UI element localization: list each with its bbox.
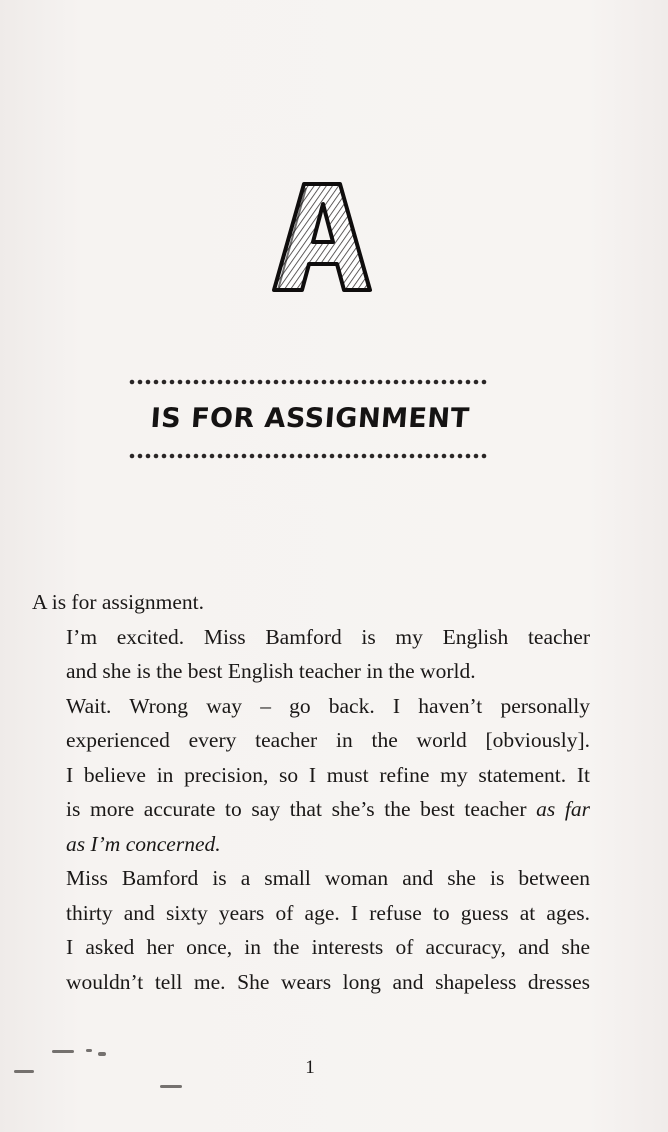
- rule-dot: [474, 454, 479, 459]
- rule-dot: [218, 454, 223, 459]
- rule-dot: [378, 454, 383, 459]
- rule-dot: [330, 454, 335, 459]
- page-number: 1: [305, 1057, 315, 1078]
- text-line: thirty and sixty years of age. I refuse to guess at ages.: [66, 900, 590, 925]
- rule-dot: [474, 380, 479, 385]
- rule-dot: [138, 454, 143, 459]
- rule-dot: [130, 380, 135, 385]
- text-line: I believe in precision, so I must refine my statement. It: [66, 762, 590, 787]
- rule-dot: [154, 454, 159, 459]
- rule-dot: [410, 454, 415, 459]
- text-line: Wait. Wrong way – go back. I haven’t personally: [66, 693, 590, 718]
- text-line: experienced every teacher in the world [obviously].: [66, 728, 590, 752]
- rule-dot: [346, 454, 351, 459]
- chapter-body: [32, 585, 590, 999]
- print-smudge: [160, 1085, 182, 1088]
- text-line: A is for assignment.: [32, 590, 204, 614]
- rule-dot: [394, 380, 399, 385]
- rule-dot: [426, 380, 431, 385]
- rule-dot: [178, 454, 183, 459]
- rule-dot: [274, 380, 279, 385]
- rule-dot: [242, 380, 247, 385]
- rule-dot: [370, 454, 375, 459]
- rule-dot: [186, 380, 191, 385]
- rule-dot: [194, 454, 199, 459]
- rule-dot: [346, 380, 351, 385]
- print-smudge: [98, 1052, 106, 1056]
- rule-dot: [442, 380, 447, 385]
- rule-dot: [274, 454, 279, 459]
- emphasis-line: [32, 827, 590, 862]
- rule-dot: [386, 380, 391, 385]
- rule-dot: [138, 380, 143, 385]
- chapter-letter-graphic: [252, 178, 392, 298]
- rule-dot: [242, 454, 247, 459]
- chapter-title: IS FOR ASSIGNMENT: [149, 403, 471, 434]
- rule-dot: [282, 380, 287, 385]
- rule-dot: [226, 454, 231, 459]
- rule-dot: [322, 454, 327, 459]
- rule-dot: [282, 454, 287, 459]
- dotted-rule-bottom: [128, 452, 488, 460]
- rule-dot: [218, 380, 223, 385]
- rule-dot: [258, 454, 263, 459]
- rule-dot: [202, 380, 207, 385]
- rule-dot: [418, 454, 423, 459]
- paragraph-1: [32, 585, 590, 620]
- rule-dot: [234, 380, 239, 385]
- rule-dot: [306, 454, 311, 459]
- rule-dot: [162, 380, 167, 385]
- rule-dot: [250, 380, 255, 385]
- rule-dot: [194, 380, 199, 385]
- rule-dot: [362, 454, 367, 459]
- rule-dot: [298, 454, 303, 459]
- rule-dot: [322, 380, 327, 385]
- rule-dot: [466, 454, 471, 459]
- rule-dot: [186, 454, 191, 459]
- rule-dot: [202, 454, 207, 459]
- text-line-with-emphasis: [32, 792, 590, 827]
- text-line: and she is the best English teacher in the world.: [66, 659, 476, 683]
- rule-dot: [450, 454, 455, 459]
- rule-dot: [314, 454, 319, 459]
- rule-dot: [386, 454, 391, 459]
- dotted-rule-top: [128, 378, 488, 386]
- rule-dot: [378, 380, 383, 385]
- rule-dot: [226, 380, 231, 385]
- print-smudge: [14, 1070, 34, 1073]
- print-smudge: [52, 1050, 74, 1053]
- rule-dot: [458, 380, 463, 385]
- text-segment: is more accurate to say that she’s the best teacher: [66, 797, 537, 821]
- text-line: I’m excited. Miss Bamford is my English teacher: [66, 624, 590, 649]
- letter-a-illustration: [252, 178, 392, 298]
- rule-dot: [178, 380, 183, 385]
- rule-dot: [250, 454, 255, 459]
- rule-dot: [210, 380, 215, 385]
- paragraph-2: [32, 620, 590, 689]
- rule-dot: [362, 380, 367, 385]
- rule-dot: [290, 454, 295, 459]
- rule-dot: [146, 380, 151, 385]
- rule-dot: [482, 454, 487, 459]
- rule-dot: [162, 454, 167, 459]
- rule-dot: [402, 454, 407, 459]
- rule-dot: [354, 454, 359, 459]
- rule-dot: [354, 380, 359, 385]
- rule-dot: [298, 380, 303, 385]
- emphasis-text: as far: [536, 797, 590, 821]
- rule-dot: [234, 454, 239, 459]
- rule-dot: [434, 454, 439, 459]
- rule-dot: [170, 454, 175, 459]
- rule-dot: [330, 380, 335, 385]
- rule-dot: [170, 380, 175, 385]
- rule-dot: [130, 454, 135, 459]
- emphasis-text: as I’m concerned.: [66, 831, 221, 856]
- rule-dot: [338, 380, 343, 385]
- rule-dot: [450, 380, 455, 385]
- rule-dot: [370, 380, 375, 385]
- rule-dot: [458, 454, 463, 459]
- text-line: Miss Bamford is a small woman and she is between: [66, 866, 590, 890]
- rule-dot: [410, 380, 415, 385]
- rule-dot: [482, 380, 487, 385]
- rule-dot: [210, 454, 215, 459]
- rule-dot: [442, 454, 447, 459]
- text-line: I asked her once, in the interests of accuracy, and she: [66, 935, 590, 959]
- rule-dot: [394, 454, 399, 459]
- rule-dot: [266, 454, 271, 459]
- rule-dot: [314, 380, 319, 385]
- paragraph-3: [32, 689, 590, 862]
- rule-dot: [258, 380, 263, 385]
- text-line: wouldn’t tell me. She wears long and shapeless dresses: [66, 969, 590, 994]
- rule-dot: [466, 380, 471, 385]
- show-through-text: [32, 84, 628, 113]
- rule-dot: [266, 380, 271, 385]
- rule-dot: [402, 380, 407, 385]
- print-smudge: [86, 1049, 92, 1052]
- rule-dot: [290, 380, 295, 385]
- rule-dot: [338, 454, 343, 459]
- rule-dot: [146, 454, 151, 459]
- rule-dot: [154, 380, 159, 385]
- rule-dot: [306, 380, 311, 385]
- paragraph-4: [32, 861, 590, 999]
- rule-dot: [418, 380, 423, 385]
- rule-dot: [426, 454, 431, 459]
- rule-dot: [434, 380, 439, 385]
